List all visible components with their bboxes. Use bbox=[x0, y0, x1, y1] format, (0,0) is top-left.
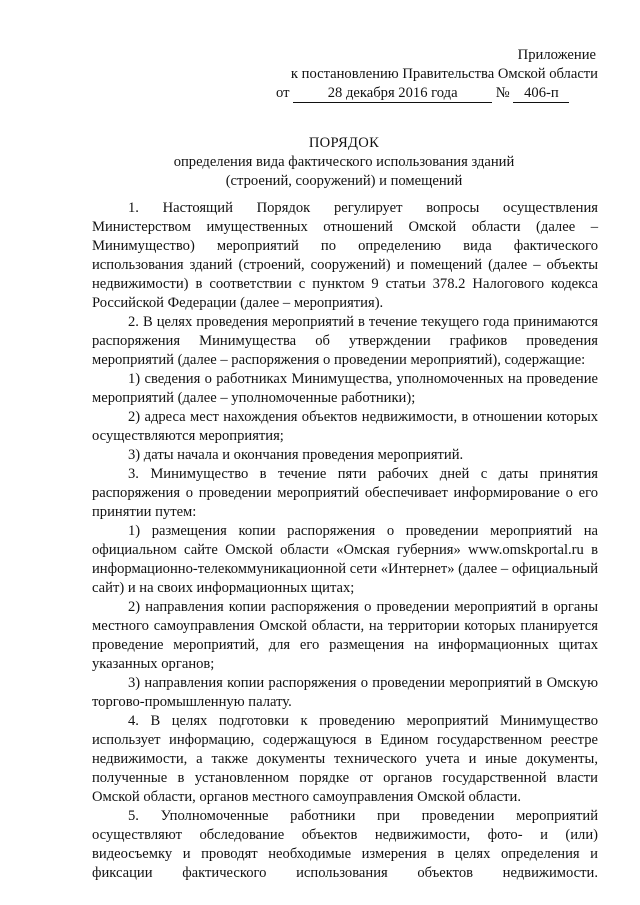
paragraph-2-item-2: 2) адреса мест нахождения объектов недвижимости, в отношении которых осуществляются мероприятия; bbox=[92, 409, 598, 444]
from-label: от bbox=[276, 85, 290, 101]
paragraph-5: 5. Уполномоченные работники при проведении мероприятий осуществляют обследование объектов недвижимости, фото- и (или) видеосъемку и проводят необходимые измерения в целях определения и фиксации фактического использования объектов недвижимости. bbox=[92, 808, 598, 881]
paragraph-2: 2. В целях проведения мероприятий в течение текущего года принимаются распоряжения Минимущества об утверждении графиков проведения мероприятий (далее – распоряжения о проведении мероприятий), содержащие: bbox=[92, 314, 598, 368]
appendix-header bbox=[276, 46, 598, 103]
document-title bbox=[90, 134, 598, 191]
appendix-date-line bbox=[276, 84, 598, 103]
document-body bbox=[92, 199, 598, 883]
appendix-title: Приложение bbox=[517, 47, 596, 63]
title-main: ПОРЯДОК bbox=[308, 135, 380, 151]
paragraph-3-item-1: 1) размещения копии распоряжения о проведении мероприятий на официальном сайте Омской области «Омская губерния» www.omskportal.ru в информационно-телекоммуникационной сети «Интернет» (далее – официальный сайт) и на своих информационных щитах; bbox=[92, 523, 599, 596]
paragraph-1: 1. Настоящий Порядок регулирует вопросы осуществления Министерством имущественных отношений Омской области (далее – Минимущество) мероприятий по определению вида фактического использования зданий (строений, сооружений) и помещений (далее – объекты недвижимости) в соответствии с пунктом 9 статьи 378.2 Налогового кодекса Российской Федерации (далее – мероприятия). bbox=[92, 200, 598, 311]
title-sub-2: (строений, сооружений) и помещений bbox=[225, 173, 463, 189]
number-label: № bbox=[495, 85, 510, 101]
appendix-resolution: к постановлению Правительства Омской области bbox=[290, 66, 598, 82]
paragraph-2-item-1: 1) сведения о работниках Минимущества, уполномоченных на проведение мероприятий (далее – уполномоченные работники); bbox=[92, 371, 598, 406]
resolution-date: 28 декабря 2016 года bbox=[293, 85, 492, 103]
resolution-number: 406-п bbox=[513, 85, 569, 103]
paragraph-3-item-2: 2) направления копии распоряжения о проведении мероприятий в органы местного самоуправления Омской области, на территории которых планируется проведение мероприятий, для его размещения на информационных щитах указанных органов; bbox=[92, 599, 598, 672]
paragraph-3: 3. Минимущество в течение пяти рабочих дней с даты принятия распоряжения о проведении мероприятий обеспечивает информирование о его принятии путем: bbox=[92, 466, 598, 520]
paragraph-2-item-3: 3) даты начала и окончания проведения мероприятий. bbox=[128, 447, 464, 463]
paragraph-4: 4. В целях подготовки к проведению мероприятий Минимущество использует информацию, содержащуюся в Едином государственном реестре недвижимости, а также документы технического учета и иные документы, полученные в установленном порядке от органов государственной власти Омской области, органов местного самоуправления Омской области. bbox=[92, 713, 598, 805]
title-sub-1: определения вида фактического использования зданий bbox=[173, 154, 515, 170]
paragraph-3-item-3: 3) направления копии распоряжения о проведении мероприятий в Омскую торгово-промышленную палату. bbox=[92, 675, 598, 710]
